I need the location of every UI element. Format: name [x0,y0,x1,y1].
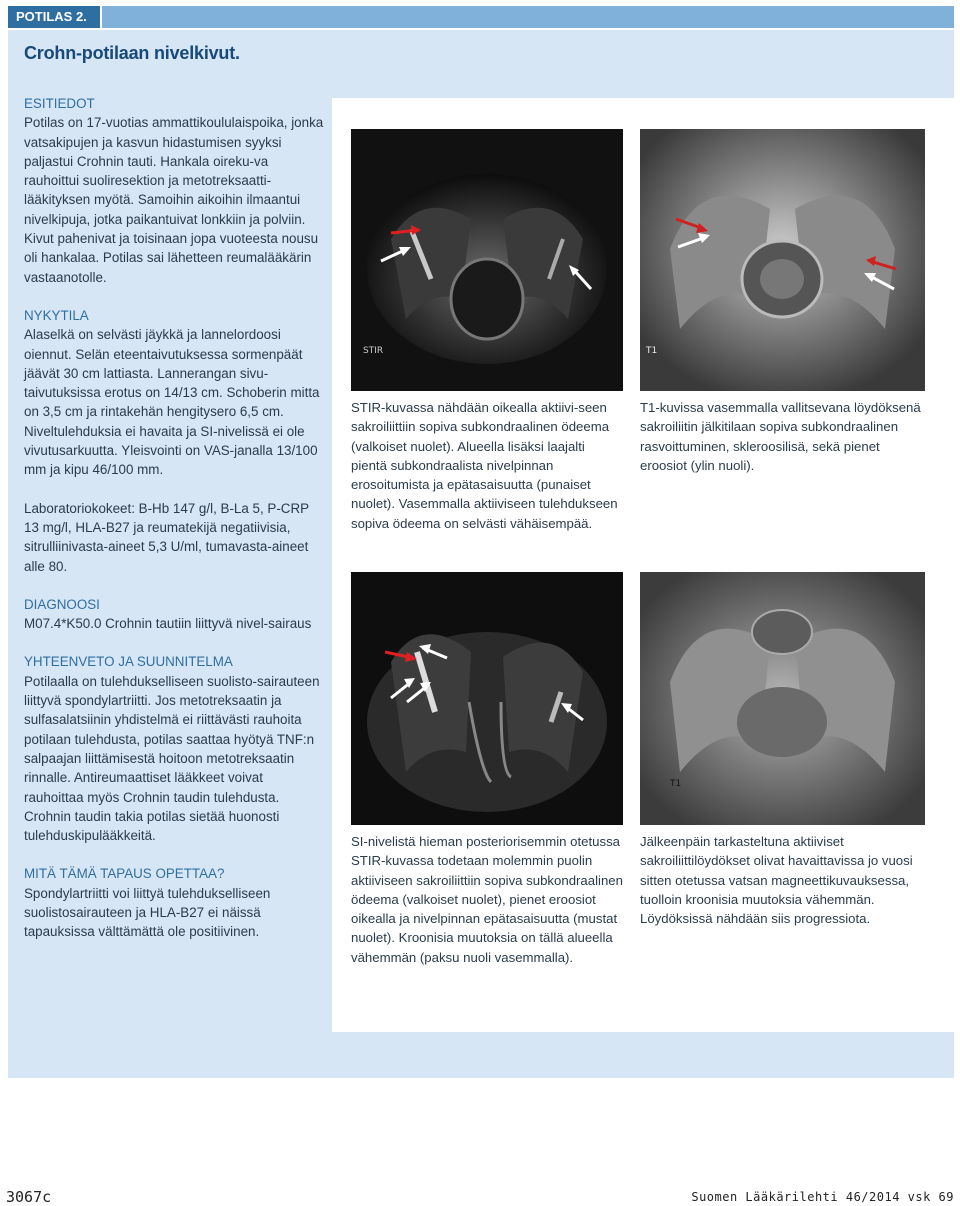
section-heading: NYKYTILA [24,307,89,323]
case-text-column [24,94,324,961]
section-body: Potilaalla on tulehdukselliseen suolisto-sairauteen liittyvä spondylartriitti. Jos metotreksaatin ja sulfasalatsiinin yhdistelmä ei riittävästi rauhoita potilaan tulehdusta, potilas saattaa hyötyä TNF:n salpaajan liittämisestä hoitoon metotreksaatin rinnalle. Antireumaattiset lääkkeet voivat rauhoittaa myös Crohnin taudin tulehdusta. Crohnin taudin takia potilas sietää huonosti tulehduskipulääkkeitä. [24,673,320,844]
mri-label: T1 [646,346,658,356]
caption-t1: T1-kuvissa vasemmalla vallitsevana löydöksenä sakroiliitin jälkitilaan sopiva subkondraalinen rasvoittuminen, skleroosilisä, sekä pienet eroosiot (ylin nuoli). [640,400,921,473]
mri-image-t1-previous [640,572,925,825]
page-title: Crohn-potilaan nivelkivut. [24,43,240,63]
mri-label: T1 [670,779,682,789]
section-body: Alaselkä on selvästi jäykkä ja lannelordoosi oiennut. Selän eteentaivutuksessa sormenpäät jäävät 30 cm lattiasta. Lannerangan sivu-taivutuksissa erotus on 14/13 cm. Schoberin mitta on 3,5 cm ja rintakehän hengitysero 6,5 cm. Niveltulehduksia ei havaita ja SI-nivelissä ei ole vivutusarkuutta. Yleisvointi on VAS-janalla 13/100 mm ja kipu 46/100 mm. [24,327,320,478]
section-opetus [24,864,324,941]
section-nykytila [24,306,324,480]
section-body: Potilas on 17-vuotias ammattikoululaispoika, jonka vatsakipujen ja kasvun hidastumisen syyksi paljastui Crohnin tauti. Hankala oireku-va rauhoittui suoliresektion ja metotreksaatti-lääkityksen myötä. Samoihin aikoihin ilmaantui nivelkipuja, jotka paikantuivat lonkkiin ja polviin. Kivut pahenivat ja toisinaan jopa vuoteesta nousu oli hankalaa. Potilas sai lähetteen reumalääkärin vastaanotolle. [24,115,324,285]
section-body: Laboratoriokokeet: B-Hb 147 g/l, B-La 5, P-CRP 13 mg/l, HLA-B27 ja reumatekijä negatiivisia, sitrulliinivasta-aineet 5,3 U/ml, tumavasta-aineet alle 80. [24,500,309,574]
mri-t1-previous-graphic [640,572,925,825]
section-heading: YHTEENVETO JA SUUNNITELMA [24,654,233,670]
header-strip [102,6,954,28]
case-tag: POTILAS 2. [8,6,100,28]
section-yhteenveto [24,652,324,845]
mri-image-t1 [640,129,925,391]
section-esitiedot [24,94,324,287]
section-heading: MITÄ TÄMÄ TAPAUS OPETTAA? [24,866,225,882]
mri-t1-graphic [640,129,925,391]
mri-label: STIR [363,346,384,356]
caption-stir-posterior: SI-nivelistä hieman posteriorisemmin otetussa STIR-kuvassa todetaan molemmin puolin aktiiviseen sakroiliittiin sopiva subkondraalinen ödeema (valkoiset nuolet), pienet eroosiot oikealla ja nivelpinnan epätasaisuutta (mustat nuolet). Kroonisia muutoksia on tällä alueella vähemmän (paksu nuoli vasemmalla). [351,834,623,965]
caption-t1-previous: Jälkeenpäin tarkasteltuna aktiiviset sakroiliittilöydökset olivat havaittavissa jo vuosi sitten otetussa vatsan magneettikuvauksessa, tuolloin kroonisia muutoksia vähemmän. Löydöksissä nähdään siis progressiota. [640,834,913,927]
mri-stir-posterior-graphic [351,572,623,825]
section-body: Spondylartriitti voi liittyä tulehdukselliseen suolistosairauteen ja HLA-B27 ei näissä tapauksissa välttämättä ole positiivinen. [24,885,271,940]
mri-stir-graphic [351,129,623,391]
page-number: 3067c [6,1188,52,1206]
caption-stir: STIR-kuvassa nähdään oikealla aktiivi-seen sakroiliittiin sopiva subkondraalinen ödeema (valkoiset nuolet). Alueella lisäksi laajalti pientä subkondraalista nivelpinnan erosoitumista ja epätasaisuutta (punaiset nuolet). Vasemmalla aktiiviseen tulehdukseen sopiva ödeema on selvästi vähäisempää. [351,400,618,531]
section-heading: ESITIEDOT [24,96,95,111]
section-diagnoosi [24,595,324,634]
section-labra [24,499,324,576]
mri-image-stir [351,129,623,391]
section-body: M07.4*K50.0 Crohnin tautiin liittyvä nivel-sairaus [24,616,312,632]
section-heading: DIAGNOOSI [24,596,100,612]
mri-image-stir-posterior [351,572,623,825]
journal-name: Suomen Lääkärilehti 46/2014 vsk 69 [691,1190,954,1204]
